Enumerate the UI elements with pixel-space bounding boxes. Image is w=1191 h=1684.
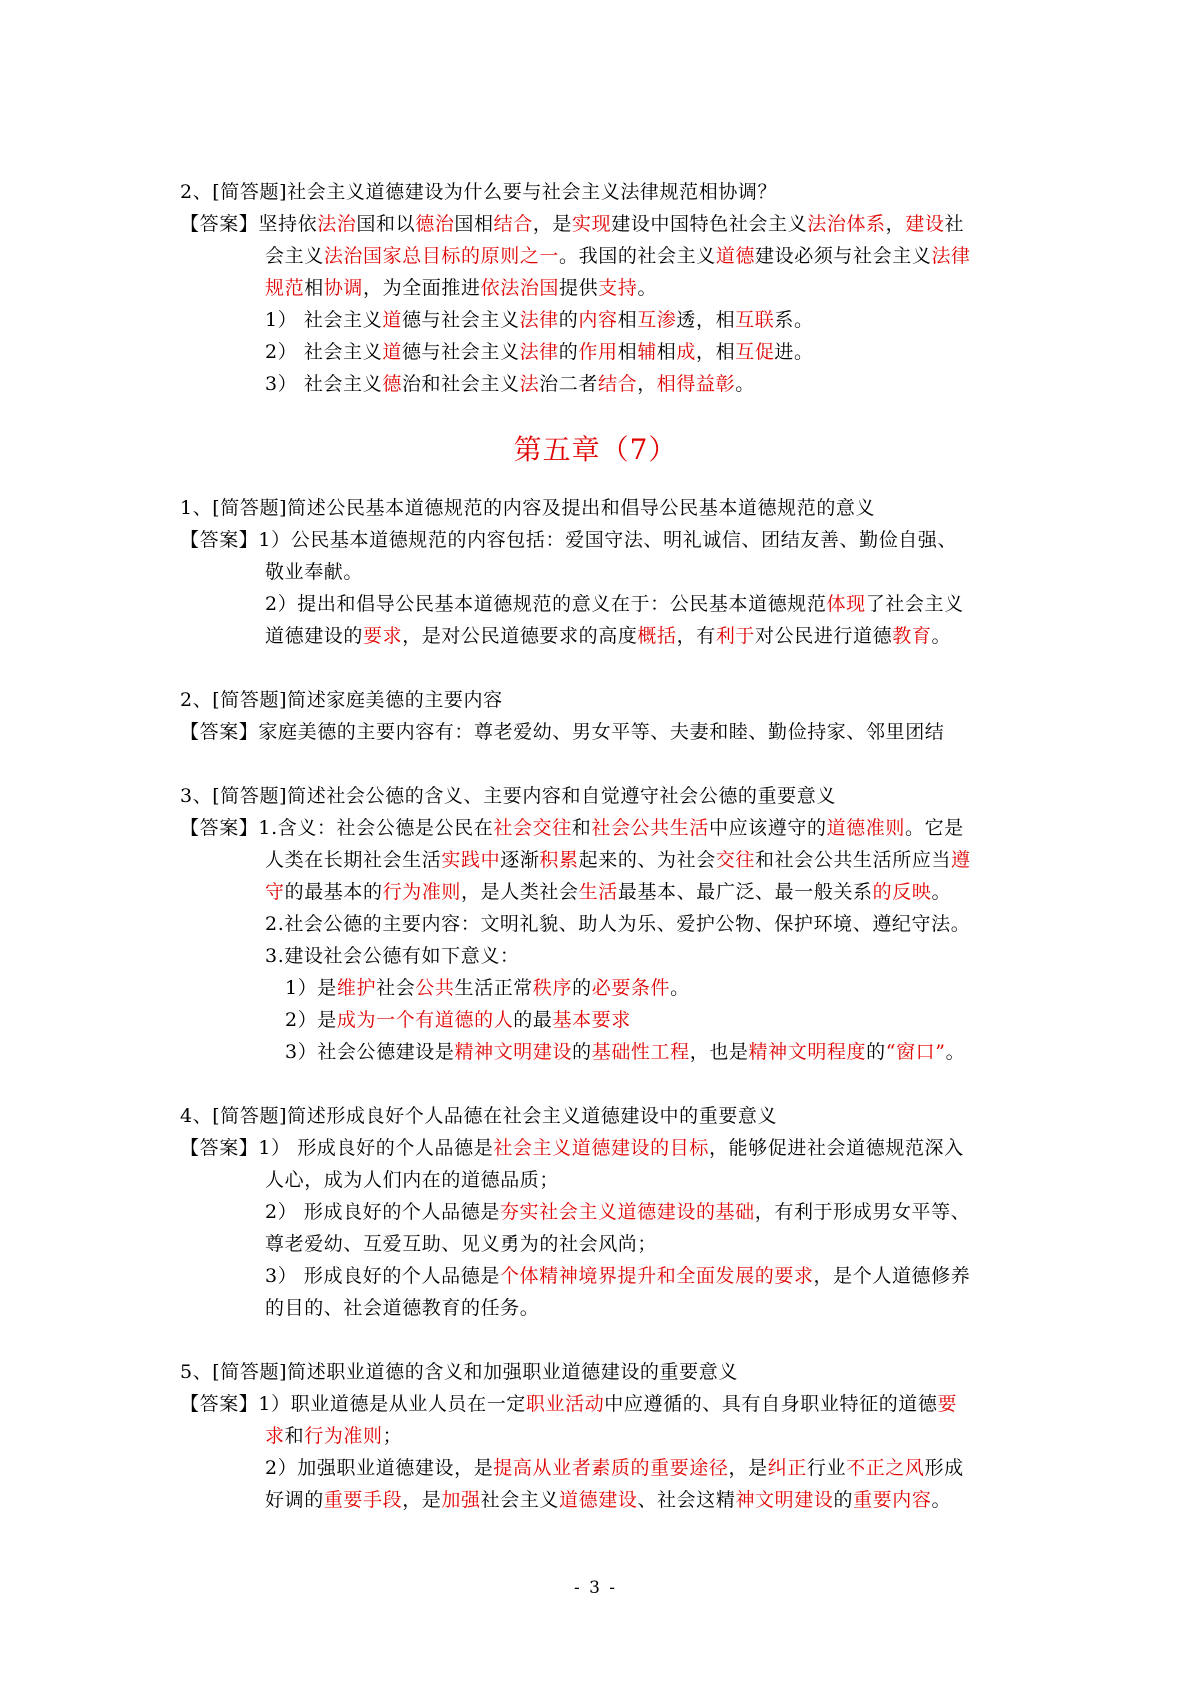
text-segment: ，也是	[689, 1041, 749, 1063]
highlighted-text: 道德建设	[559, 1489, 638, 1511]
highlighted-text: 要	[937, 1393, 958, 1415]
text-segment: 中应遵循的、具有自身职业特征的道德	[604, 1393, 938, 1415]
highlighted-text: 道德	[715, 245, 756, 267]
text-segment: 社	[944, 213, 965, 235]
highlighted-text: 要求	[363, 625, 403, 647]
highlighted-text: 道德准则	[826, 817, 905, 839]
text-segment: ，是对公民道德要求的高度	[402, 625, 638, 647]
highlighted-text: 遵	[951, 849, 971, 871]
highlighted-text: 实践中	[441, 849, 501, 871]
text-segment: ，是	[728, 1457, 768, 1479]
text-segment: 的	[572, 977, 592, 999]
highlighted-text: 利于	[715, 625, 756, 647]
text-segment: 3）社会公德建设是	[285, 1041, 455, 1063]
text-line	[265, 276, 657, 300]
text-segment: ，是	[532, 213, 573, 235]
highlighted-text: 社会公共生活	[591, 817, 709, 839]
highlighted-text: 体现	[826, 593, 866, 615]
highlighted-text: 成	[676, 341, 697, 363]
text-segment: ，相	[696, 341, 736, 363]
highlighted-text: 结合	[493, 213, 533, 235]
text-segment: ，有利于形成男女平等、	[754, 1201, 971, 1223]
highlighted-text: 积累	[539, 849, 579, 871]
highlighted-text: 加强	[441, 1489, 481, 1511]
text-segment: 社会	[376, 977, 416, 999]
text-line	[265, 880, 951, 904]
text-segment: 2） 形成良好的个人品德是	[265, 1201, 500, 1223]
text-segment: 相	[304, 277, 324, 299]
text-line	[265, 1424, 402, 1448]
text-segment: ，	[637, 373, 657, 395]
text-line	[180, 212, 964, 236]
text-segment: 2）加强职业道德建设，是	[265, 1457, 494, 1479]
highlighted-text: 规范	[265, 277, 305, 299]
text-segment: 对公民进行道德	[755, 625, 893, 647]
highlighted-text: 概括	[637, 625, 677, 647]
highlighted-text: 守	[265, 881, 285, 903]
text-line	[265, 1232, 657, 1256]
text-line	[180, 1104, 777, 1128]
text-segment: 人类在长期社会生活	[265, 849, 442, 871]
highlighted-text: 依法治国	[480, 277, 560, 299]
text-segment: 3、[简答题]简述社会公德的含义、主要内容和自觉遵守社会公德的重要意义	[180, 785, 836, 807]
highlighted-text: 法律	[519, 341, 559, 363]
text-line	[285, 976, 690, 1000]
text-line	[180, 784, 836, 808]
text-segment: 。	[931, 881, 952, 903]
text-segment: 逐渐	[500, 849, 540, 871]
highlighted-text: 法治	[317, 213, 357, 235]
highlighted-text: 神文明建设	[735, 1489, 834, 1511]
text-segment: 建设中国特色社会主义	[611, 213, 808, 235]
text-line	[285, 1040, 965, 1064]
text-line	[265, 560, 363, 584]
text-segment: 2） 社会主义	[265, 341, 383, 363]
text-line	[265, 592, 964, 616]
highlighted-text: 重要手段	[323, 1489, 403, 1511]
highlighted-text: 个体精神境界提升和全面发展的要求	[499, 1265, 814, 1287]
text-segment: 。	[945, 1041, 966, 1063]
text-segment: ，是	[402, 1489, 442, 1511]
text-segment: 3） 形成良好的个人品德是	[265, 1265, 500, 1287]
text-segment: 【答案】1） 形成良好的个人品德是	[180, 1137, 494, 1159]
text-segment: 。我国的社会主义	[559, 245, 716, 267]
text-segment: 治二者	[539, 373, 598, 395]
text-line	[180, 720, 944, 744]
text-segment: 。	[670, 977, 690, 999]
text-line	[180, 1136, 964, 1160]
text-segment: 和	[284, 1425, 305, 1447]
highlighted-text: 行为准则	[304, 1425, 383, 1447]
highlighted-text: 夯实社会主义道德建设的基础	[499, 1201, 755, 1223]
text-segment: 2.社会公德的主要内容：文明礼貌、助人为乐、爱护公物、保护环境、遵纪守法。	[265, 913, 971, 935]
highlighted-text: 道	[382, 341, 402, 363]
text-segment: 的	[558, 341, 579, 363]
highlighted-text: “窗口”	[885, 1041, 946, 1063]
highlighted-text: 生活	[578, 881, 618, 903]
highlighted-text: 教育	[892, 625, 932, 647]
text-line	[180, 528, 957, 552]
chapter-title: 第五章（7）	[513, 433, 678, 466]
text-line	[265, 624, 951, 648]
text-segment: 2）是	[285, 1009, 337, 1031]
text-line	[265, 244, 971, 268]
highlighted-text: 互促	[735, 341, 775, 363]
highlighted-text: 必要条件	[591, 977, 671, 999]
text-line	[265, 1488, 951, 1512]
text-line	[265, 848, 971, 872]
text-line	[265, 1264, 970, 1288]
text-line	[180, 688, 503, 712]
text-segment: 的	[558, 309, 579, 331]
text-segment: 【答案】1）职业道德是从业人员在一定	[180, 1393, 526, 1415]
text-line	[265, 308, 814, 332]
text-segment: 德与社会主义	[401, 341, 520, 363]
highlighted-text: 道	[382, 309, 402, 331]
text-segment: 系。	[774, 309, 814, 331]
highlighted-text: 社会交往	[493, 817, 572, 839]
text-line	[285, 1008, 631, 1032]
highlighted-text: 行为准则	[382, 881, 462, 903]
highlighted-text: 支持	[598, 277, 638, 299]
text-segment: 最基本、最广泛、最一般关系	[617, 881, 873, 903]
text-segment: 德与社会主义	[401, 309, 520, 331]
text-segment: 2、[简答题]简述家庭美德的主要内容	[180, 689, 503, 711]
highlighted-text: 基础性工程	[591, 1041, 690, 1063]
text-segment: 的	[833, 1489, 854, 1511]
text-segment: 敬业奉献。	[265, 561, 364, 583]
text-segment: 道德建设的	[265, 625, 364, 647]
highlighted-text: 实现	[572, 213, 612, 235]
text-segment: 人心，成为人们内在的道德品质；	[265, 1169, 560, 1191]
text-segment: 相	[656, 341, 677, 363]
highlighted-text: 辅	[637, 341, 657, 363]
text-segment: 1）是	[285, 977, 337, 999]
text-line	[265, 372, 755, 396]
text-line	[265, 1200, 970, 1224]
text-segment: 2、[简答题]社会主义道德建设为什么要与社会主义法律规范相协调？	[180, 181, 778, 203]
highlighted-text: 职业活动	[525, 1393, 605, 1415]
text-segment: ，为全面推进	[363, 277, 481, 299]
highlighted-text: 法律	[931, 245, 971, 267]
text-line	[265, 912, 970, 936]
text-segment: 的最基本的	[284, 881, 383, 903]
highlighted-text: 不正之风	[846, 1457, 925, 1479]
text-line	[265, 340, 814, 364]
text-segment: 透，相	[676, 309, 736, 331]
text-segment: 和社会公共生活所应当	[755, 849, 952, 871]
highlighted-text: 法	[519, 373, 540, 395]
highlighted-text: 求	[265, 1425, 285, 1447]
text-segment: 和	[571, 817, 592, 839]
text-segment: 【答案】1.含义：社会公德是公民在	[180, 817, 494, 839]
highlighted-text: 相得益彰	[656, 373, 736, 395]
highlighted-text: 协调	[323, 277, 364, 299]
text-segment: 了社会主义	[865, 593, 964, 615]
text-segment: 的	[866, 1041, 886, 1063]
text-segment: 【答案】坚持依	[180, 213, 318, 235]
highlighted-text: 互联	[735, 309, 775, 331]
highlighted-text: 重要内容	[853, 1489, 932, 1511]
highlighted-text: 精神文明程度	[748, 1041, 867, 1063]
text-line	[180, 496, 875, 520]
text-segment: 、社会这精	[637, 1489, 736, 1511]
text-segment: 好调的	[265, 1489, 324, 1511]
text-segment: 3） 社会主义	[265, 373, 383, 395]
text-segment: 形成	[924, 1457, 964, 1479]
text-line	[265, 1456, 964, 1480]
highlighted-text: 基本要求	[552, 1009, 631, 1031]
text-segment: 【答案】1）公民基本道德规范的内容包括：爱国守法、明礼诚信、团结友善、勤俭自强、	[180, 529, 958, 551]
text-segment: 。	[637, 277, 658, 299]
highlighted-text: 互渗	[637, 309, 677, 331]
text-line	[180, 816, 964, 840]
text-segment: 。	[931, 1489, 952, 1511]
text-segment: 相	[617, 309, 638, 331]
page-number: - 3 -	[573, 1578, 618, 1598]
text-segment: 生活正常	[454, 977, 533, 999]
highlighted-text: 秩序	[532, 977, 573, 999]
text-segment: ；	[382, 1425, 403, 1447]
highlighted-text: 结合	[597, 373, 638, 395]
text-segment: ，有	[676, 625, 716, 647]
highlighted-text: 法治体系	[807, 213, 886, 235]
highlighted-text: 德治	[415, 213, 455, 235]
highlighted-text: 社会主义道德建设的目标	[493, 1137, 709, 1159]
highlighted-text: 维护	[336, 977, 377, 999]
text-line	[180, 1392, 957, 1416]
text-segment: 1） 社会主义	[265, 309, 383, 331]
text-segment: 的最	[513, 1009, 553, 1031]
highlighted-text: 公共	[415, 977, 455, 999]
highlighted-text: 纠正	[767, 1457, 807, 1479]
highlighted-text: 精神文明建设	[454, 1041, 573, 1063]
text-segment: 【答案】家庭美德的主要内容有：尊老爱幼、男女平等、夫妻和睦、勤俭持家、邻里团结	[180, 721, 945, 743]
text-segment: 。	[931, 625, 952, 647]
text-line	[265, 1168, 559, 1192]
text-segment: 建设必须与社会主义	[755, 245, 932, 267]
highlighted-text: 法律	[519, 309, 559, 331]
highlighted-text: 成为一个有道德的人	[336, 1009, 514, 1031]
highlighted-text: 交往	[715, 849, 756, 871]
highlighted-text: 的反映	[872, 881, 932, 903]
highlighted-text: 法治国家总目标的原则之一	[323, 245, 560, 267]
text-line	[180, 1360, 738, 1384]
text-segment: 尊老爱幼、互爱互助、见义勇为的社会风尚；	[265, 1233, 658, 1255]
text-line	[265, 944, 520, 968]
text-segment: ，是人类社会	[461, 881, 579, 903]
text-segment: 会主义	[265, 245, 324, 267]
text-segment: 中应该遵守的	[708, 817, 827, 839]
text-segment: 5、[简答题]简述职业道德的含义和加强职业道德建设的重要意义	[180, 1361, 738, 1383]
text-segment: 3.建设社会公德有如下意义：	[265, 945, 520, 967]
text-segment: 4、[简答题]简述形成良好个人品德在社会主义道德建设中的重要意义	[180, 1105, 778, 1127]
text-segment: 治和社会主义	[401, 373, 520, 395]
text-segment: 1、[简答题]简述公民基本道德规范的内容及提出和倡导公民基本道德规范的意义	[180, 497, 876, 519]
text-segment: 。它是	[904, 817, 964, 839]
highlighted-text: 作用	[578, 341, 618, 363]
text-segment: ，是个人道德修养	[813, 1265, 971, 1287]
text-segment: 的目的、社会道德教育的任务。	[265, 1297, 540, 1319]
text-line	[265, 1296, 539, 1320]
text-segment: 。	[735, 373, 755, 395]
text-segment: 提供	[559, 277, 599, 299]
text-segment: ，能够促进社会道德规范深入	[708, 1137, 964, 1159]
highlighted-text: 建设	[905, 213, 945, 235]
text-segment: 社会主义	[480, 1489, 560, 1511]
text-segment: ，	[885, 213, 906, 235]
text-segment: 行业	[806, 1457, 847, 1479]
text-segment: 2）提出和倡导公民基本道德规范的意义在于：公民基本道德规范	[265, 593, 827, 615]
text-segment: 相	[617, 341, 638, 363]
text-segment: 起来的、为社会	[578, 849, 716, 871]
text-line	[180, 180, 777, 204]
text-segment: 进。	[774, 341, 814, 363]
text-segment: 国和以	[356, 213, 416, 235]
highlighted-text: 内容	[578, 309, 618, 331]
text-segment: 国相	[454, 213, 494, 235]
text-segment: 的	[572, 1041, 592, 1063]
highlighted-text: 德	[382, 373, 402, 395]
highlighted-text: 提高从业者素质的重要途径	[493, 1457, 729, 1479]
